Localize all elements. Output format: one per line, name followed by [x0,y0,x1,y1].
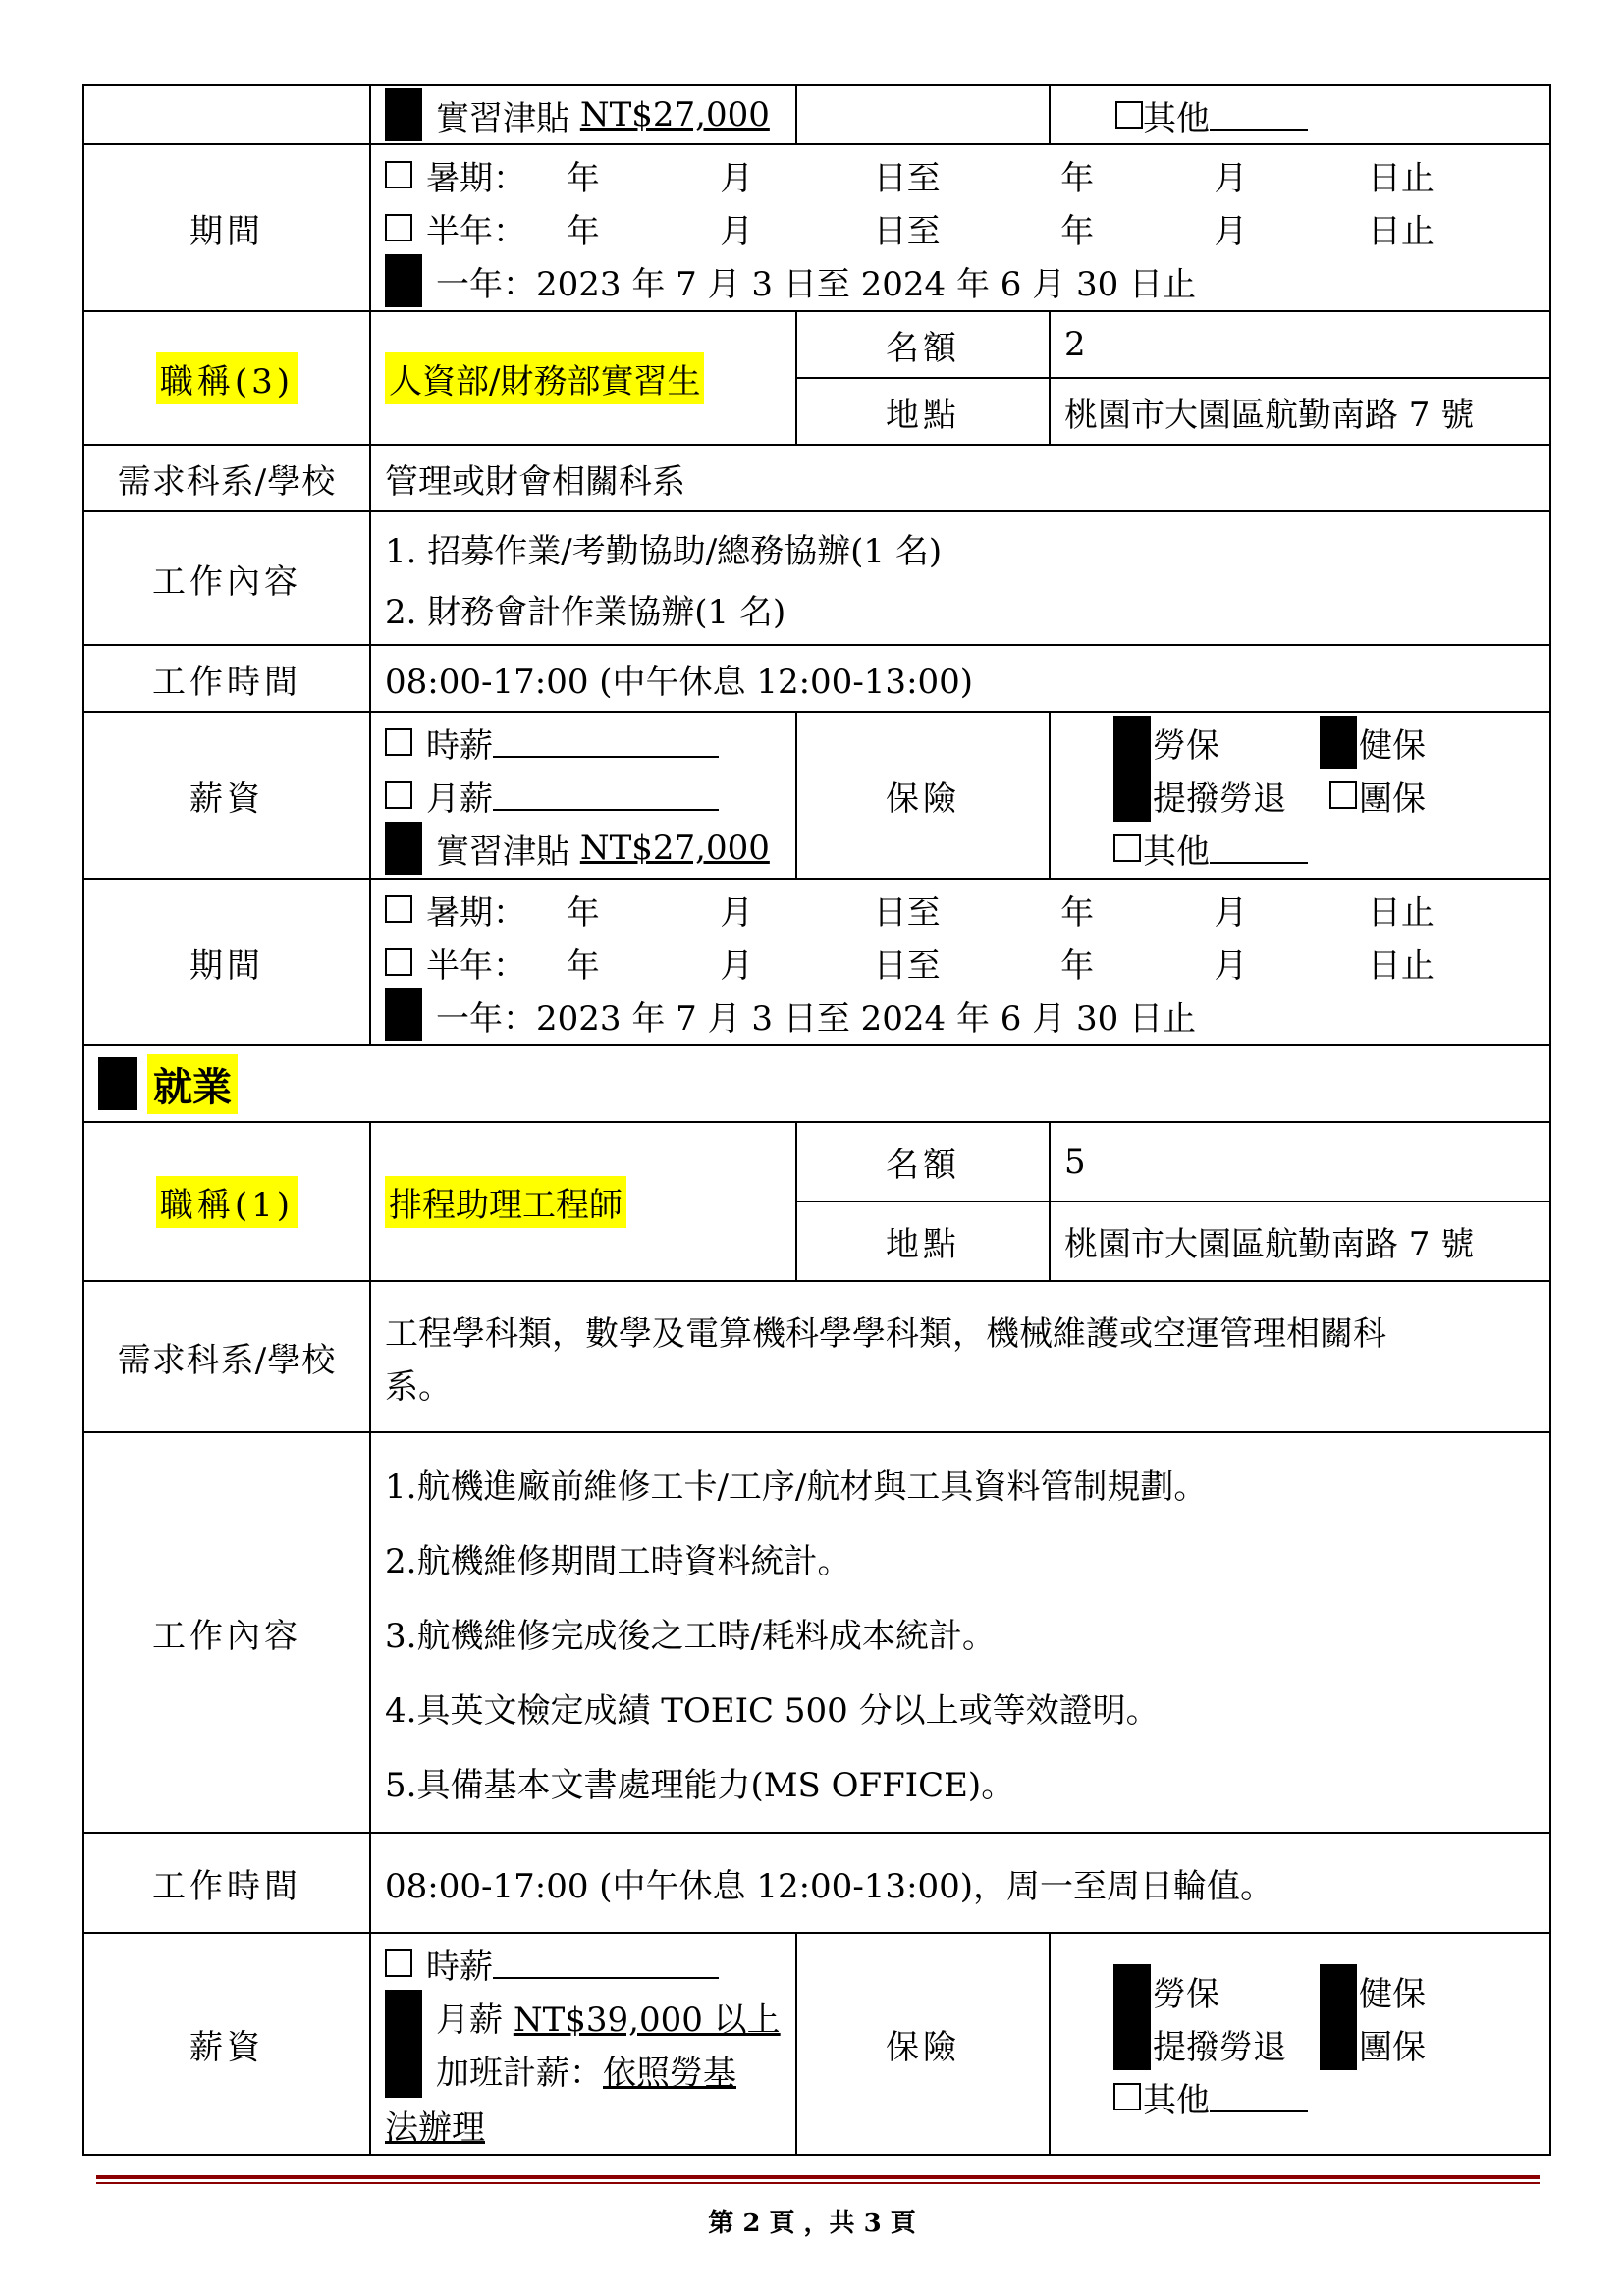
location-value: 桃園市大園區航勤南路 7 號 [1064,1225,1475,1264]
dept-label: 需求科系/學校 [84,446,371,510]
salary-options: 時薪 月薪 NT$39,000 以上 加班計薪： 依照勞基 法辦理 [371,1934,797,2154]
salary-label: 薪資 [84,1934,371,2154]
stipend-cell: 實習津貼 NT$27,000 [371,86,797,143]
checkbox-icon [385,728,412,756]
insurance-options: 勞保 健保 提撥勞退 團保 其他 [1051,1934,1549,2154]
page-number: 第 2 頁 ，共 3 頁 [708,2209,916,2238]
job3-label-cell [84,312,371,444]
job3-label: 職稱(3) [156,352,298,404]
quota-label: 名額 [797,312,1051,377]
checkbox-icon [385,948,412,976]
job3-salary-row [82,713,1551,880]
hours-label: 工作時間 [84,646,371,711]
checked-box-icon [385,988,422,1041]
empty-cell [797,86,1051,143]
checkbox-icon [1113,2083,1141,2110]
job1-label: 職稱(1) [156,1176,298,1228]
insurance-label: 保險 [797,713,1051,878]
checked-box-icon [385,822,422,875]
job-table [82,84,1551,2156]
duty-list [371,512,1549,644]
duty-list [371,1433,1549,1832]
list-item: 1.航機進廠前維修工卡/工序/航材與工具資料管制規劃。 [385,1467,1208,1507]
job3-dept-row [82,446,1551,512]
insurance-label: 保險 [797,1934,1051,2154]
quota-value: 2 [1064,325,1086,364]
other-cell: 其他 [1051,86,1549,143]
list-item: 2.航機維修期間工時資料統計。 [385,1541,851,1581]
job3-title-row [82,312,1551,446]
job1-hours-row [82,1834,1551,1934]
period-label: 期間 [84,880,371,1044]
checked-box-icon [1113,716,1151,769]
job1-title-cell [371,1123,797,1280]
insurance-options: 勞保 健保 提撥勞退 團保 其他 [1051,713,1549,878]
hours-value: 08:00-17:00 (中午休息 12:00-13:00) [385,662,974,702]
checkbox-icon [1329,781,1357,809]
empty-label-cell [84,86,371,143]
job3-duty-row [82,512,1551,646]
checked-box-icon [1113,1964,1151,2017]
list-item: 5.具備基本文書處理能力(MS OFFICE)。 [385,1765,1015,1805]
dept-value: 管理或財會相關科系 [385,461,685,502]
location-label: 地點 [797,1202,1051,1280]
quota-value: 5 [1064,1142,1086,1182]
checked-box-icon [385,1990,422,2098]
job1-label-cell [84,1123,371,1280]
checked-box-icon [385,254,422,307]
job3-quota-location [797,312,1549,444]
duty-label: 工作內容 [84,512,371,644]
hours-value: 08:00-17:00 (中午休息 12:00-13:00)，周一至周日輪值。 [385,1866,1274,1906]
period-options: 暑期： 年 月 日至 年 月 日止 半年： 年 月 日至 年 月 日止 一年： 2023 年 7 月 3 日至 2024 年 6 月 30 日止 [371,880,1549,1044]
dept-label: 需求科系/學校 [84,1282,371,1431]
list-item: 1. 招募作業/考勤協助/總務協辦(1 名) [385,531,943,571]
checkbox-icon [385,161,412,188]
checkbox-icon [385,781,412,809]
quota-label: 名額 [797,1123,1051,1201]
salary-label: 薪資 [84,713,371,878]
footer-rule [96,2182,1540,2184]
location-value: 桃園市大園區航勤南路 7 號 [1064,395,1475,435]
stipend-row-top [82,84,1551,145]
section-title: 就業 [147,1054,238,1114]
job3-title-cell [371,312,797,444]
employment-section [82,1046,1551,1123]
dept-value: 工程學科類，數學及電算機科學學科類，機械維護或空運管理相關科 系。 [385,1313,1386,1407]
period-options: 暑期： 年 月 日至 年 月 日止 半年： 年 月 日至 年 月 日止 一年： 2023 年 7 月 3 日至 2024 年 6 月 30 日止 [371,145,1549,310]
checked-box-icon [98,1057,137,1110]
footer-rule [96,2175,1540,2179]
period-label: 期間 [84,145,371,310]
job1-duty-row [82,1433,1551,1834]
list-item: 2. 財務會計作業協辦(1 名) [385,592,786,632]
list-item: 4.具英文檢定成績 TOEIC 500 分以上或等效證明。 [385,1690,1160,1731]
duty-label: 工作內容 [84,1433,371,1832]
list-item: 3.航機維修完成後之工時/耗料成本統計。 [385,1616,996,1656]
checked-box-icon [1320,1964,1357,2017]
checked-box-icon [385,88,422,141]
salary-options: 時薪 月薪 實習津貼 NT$27,000 [371,713,797,878]
checkbox-icon [1113,834,1141,862]
job1-title-row [82,1123,1551,1282]
checked-box-icon [1113,2017,1151,2070]
checkbox-icon [385,1949,412,1977]
period-row-top [82,145,1551,312]
job3-hours-row [82,646,1551,713]
job1-title: 排程助理工程師 [385,1176,626,1228]
job3-period-row [82,880,1551,1046]
job1-quota-location [797,1123,1549,1280]
checkbox-icon [1115,101,1143,129]
job3-title: 人資部/財務部實習生 [385,352,704,404]
job1-dept-row [82,1282,1551,1433]
checked-box-icon [1113,769,1151,822]
job1-salary-row [82,1934,1551,2156]
location-label: 地點 [797,379,1051,444]
checked-box-icon [1320,2017,1357,2070]
checked-box-icon [1320,716,1357,769]
hours-label: 工作時間 [84,1834,371,1932]
checkbox-icon [385,214,412,241]
checkbox-icon [385,895,412,923]
